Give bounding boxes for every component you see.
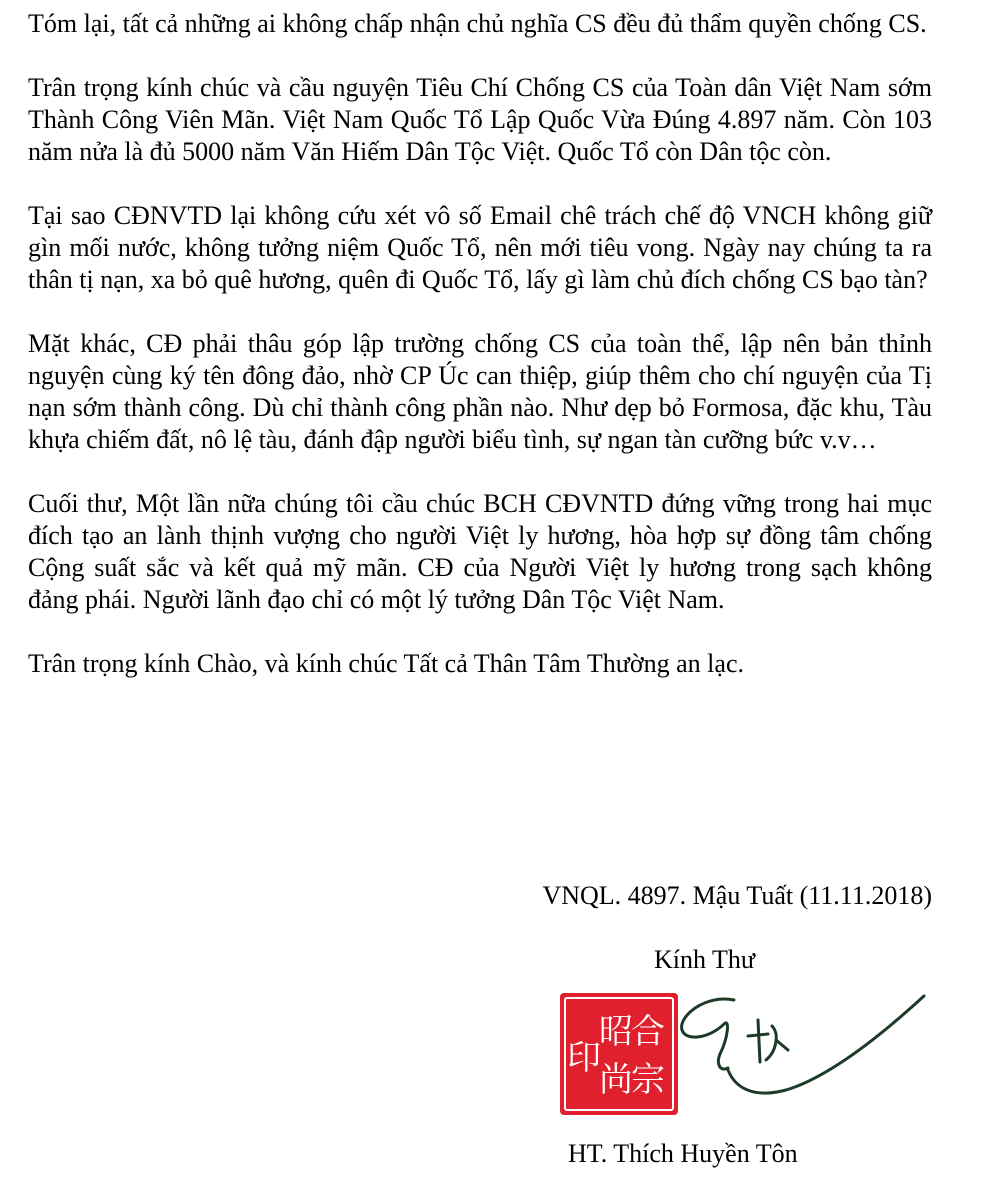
paragraph-question: Tại sao CĐNVTD lại không cứu xét vô số Email chê trách chế độ VNCH không giữ gìn mối nước, không tưởng niệm Quốc Tổ, nên mới tiêu vong. Ngày nay chúng ta ra thân tị nạn, xa bỏ quê hương, quên đi Quốc Tổ, lấy gì làm chủ đích chống CS bạo tàn? [28, 201, 932, 294]
seal-glyph-4: 尚 [599, 1060, 633, 1100]
paragraph-wishes: Trân trọng kính chúc và cầu nguyện Tiêu Chí Chống CS của Toàn dân Việt Nam sớm Thành Công Viên Mãn. Việt Nam Quốc Tổ Lập Quốc Vừa Đúng 4.897 năm. Còn 103 năm nửa là đủ 5000 năm Văn Hiếm Dân Tộc Việt. Quốc Tổ còn Dân tộc còn. [28, 73, 932, 166]
signature-tail-stroke [728, 996, 924, 1093]
signature-loop-stroke [682, 999, 734, 1069]
seal-glyph-2: 宗 [631, 1060, 665, 1100]
seal-stamp [560, 993, 678, 1115]
letter-body [28, 8, 932, 712]
handwritten-signature [676, 990, 928, 1102]
date-line: VNQL. 4897. Mậu Tuất (11.11.2018) [542, 881, 932, 910]
paragraph-final-wishes: Cuối thư, Một lần nữa chúng tôi cầu chúc BCH CĐVNTD đứng vững trong hai mục đích tạo an lành thịnh vượng cho người Việt ly hương, hòa hợp sự đồng tâm chống Cộng suất sắc và kết quả mỹ mãn. CĐ của Người Việt ly hương trong sạch không đảng phái. Người lãnh đạo chỉ có một lý tưởng Dân Tộc Việt Nam. [28, 489, 932, 614]
signature-glyph-stroke [748, 1020, 788, 1062]
seal-glyph-5: 印 [567, 1038, 601, 1078]
seal-glyph-1: 合 [631, 1012, 665, 1052]
signer-name: HT. Thích Huyền Tôn [568, 1139, 798, 1168]
paragraph-conclusion: Tóm lại, tất cả những ai không chấp nhận chủ nghĩa CS đều đủ thẩm quyền chống CS. [28, 9, 927, 38]
paragraph-petition: Mặt khác, CĐ phải thâu góp lập trường chống CS của toàn thể, lập nên bản thỉnh nguyện cùng ký tên đông đảo, nhờ CP Úc can thiệp, giúp thêm cho chí nguyện của Tị nạn sớm thành công. Dù chỉ thành công phần nào. Như dẹp bỏ Formosa, đặc khu, Tàu khựa chiếm đất, nô lệ tàu, đánh đập người biểu tình, sự ngan tàn cưỡng bức v.v… [28, 329, 932, 454]
seal-glyph-3: 昭 [599, 1012, 633, 1052]
closing-salutation: Kính Thư [654, 945, 756, 974]
paragraph-greeting: Trân trọng kính Chào, và kính chúc Tất cả Thân Tâm Thường an lạc. [28, 649, 744, 678]
